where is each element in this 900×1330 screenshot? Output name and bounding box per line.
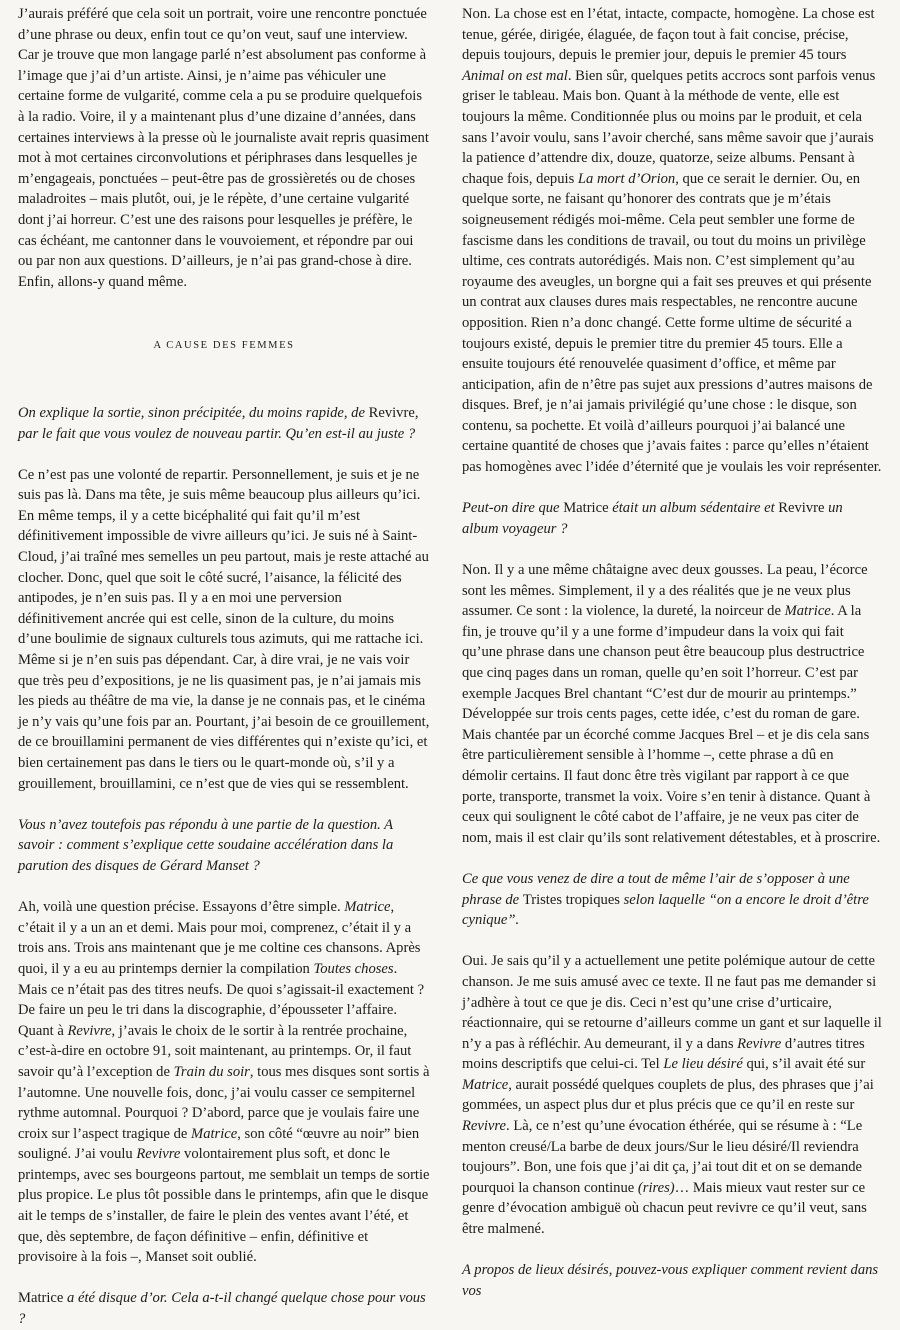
right-column [462, 4, 882, 1322]
intro-paragraph: J’aurais préféré que cela soit un portrait, voire une rencontre ponctuée d’une phrase ou deux, enfin tout ce qu’on veut, sauf une interview. Car je trouve que mon langage parlé n’est absolument pas conforme à l’image que j’ai d’un artiste. Ainsi, je n’aime pas véhiculer une certaine forme de vulgarité, comme cela a pu se produire quelquefois à la radio. Voire, il y a maintenant plus d’une dizaine d’années, dans certaines interviews à la presse où le journaliste avait repris quasiment mot à mot certaines circonvolutions et périphrases dans lesquelles je m’engageais, ponctuées – peut-être pas de grossièretés ou de choses maladroites – mais plutôt, oui, je le répète, d’une certaine vulgarité dont j’ai horreur. C’est une des raisons pour lesquelles je préfère, le cas échéant, me cantonner dans le vouvoiement, et répondre par oui ou par non aux questions. D’ailleurs, je n’ai pas grand-chose à dire. Enfin, allons-y quand même. [18, 6, 429, 290]
question-4: Peut-on dire que Matrice était un album sédentaire et Revivre un album voyageur ? [462, 500, 843, 537]
answer-4: Non. Il y a une même châtaigne avec deux gousses. La peau, l’écorce sont les mêmes. Simplement, il y a des réalités que je ne veux plus assumer. Ce sont : la violence, la dureté, la noirceur de Matrice. A la fin, je trouve qu’il y a une forme d’impudeur dans la voix qui fait qu’une phrase dans une chanson peut être beaucoup plus destructrice que cinq pages dans un roman, quelle qu’en soit l’horreur. C’est par exemple Jacques Brel chantant “C’est dur de mourir au printemps.” Développée sur trois cents pages, cette idée, c’est du roman de gare. Mais chantée par un écorché comme Jacques Brel – et je dis cela sans être particulièrement sensible à l’homme –, cette phrase a dû en démolir certains. Il faut donc être très vigilant par rapport à ce que porte, transporte, transmet la voix. Voire s’en tenir à distance. Quant à ceux qui soulignent le côté cabot de l’affaire, je ne veux pas citer de nom, mais il est clair qu’ils sont relativement détestables, et à proscrire. [462, 562, 881, 846]
answer-5: Oui. Je sais qu’il y a actuellement une petite polémique autour de cette chanson. Je me suis amusé avec ce texte. Il ne faut pas me demander si j’adhère à tout ce que je dis. Ceci n’est qu’une crise d’urticaire, réactionnaire, qui se retourne d’ailleurs comme un gant et sur laquelle il n’y a pas à réfléchir. Au demeurant, il y a dans Revivre d’autres titres moins descriptifs que celui-ci. Tel Le lieu désiré qui, s’il avait été sur Matrice, aurait possédé quelques couplets de plus, des phrases que j’ai gommées, un aspect plus dur et plus précis que ce qu’il en reste sur Revivre. Là, ce n’est qu’une évocation éthérée, qui se résume à : “Le menton creusé/La barbe de deux jours/Sur le lieu désiré/Il reviendra toujours”. Bon, une fois que j’ai dit ça, j’ai tout dit et on se demande pourquoi la chanson continue (rires)… Mais mieux vaut rester sur ce genre d’évocation ambiguë où chacun peut revivre ce qu’il veut, sans être malmené. [462, 953, 882, 1238]
left-column [18, 4, 430, 1330]
question-6: A propos de lieux désirés, pouvez-vous expliquer comment revient dans vos [462, 1262, 879, 1299]
section-title: A CAUSE DES FEMMES [153, 340, 295, 352]
answer-1: Ce n’est pas une volonté de repartir. Personnellement, je suis et je ne suis pas là. Dans ma tête, je suis même beaucoup plus ailleurs qu’ici. En même temps, il y a cette bicéphalité qui fait qu’il m’est définitivement impossible de vivre ailleurs qu’ici. Je suis né à Saint-Cloud, j’ai traîné mes semelles un peu partout, mais je reste attaché au clocher. Donc, quel que soit le côté sucré, l’aisance, la félicité des antipodes, je n’en suis pas. Il y a en moi une perversion définitivement ancrée qui est celle, sinon de la culture, du moins d’une boulimie de signaux culturels tous azimuts, qui me rattache ici. Même si je n’en suis pas dépendant. Car, à dire vrai, je ne vais voir que très peu d’expositions, je ne lis quasiment pas, je n’ai jamais mis les pieds au théâtre de ma vie, la danse je ne connais pas, et le cinéma je n’y vais qu’une fois par an. Pourtant, j’ai besoin de ce grouillement, de ce brouillamini permanent de vies différentes qui n’existe qu’ici, et bien certainement pas dans le tiers ou le quart-monde où, s’il y a grouillement, brouillamini, ce n’est que de vies qui se ressemblent. [18, 466, 430, 792]
question-2: Vous n’avez toutefois pas répondu à une partie de la question. A savoir : comment s’explique cette soudaine accélération dans la parution des disques de Gérard Manset ? [18, 816, 394, 874]
question-5: Ce que vous venez de dire a tout de même l’air de s’opposer à une phrase de Tristes tropiques selon laquelle “on a encore le droit d’être cynique”. [462, 870, 869, 929]
question-3: Matrice a été disque d’or. Cela a-t-il changé quelque chose pour vous ? [18, 1290, 426, 1328]
answer-3: Non. La chose est en l’état, intacte, compacte, homogène. La chose est tenue, gérée, dirigée, élaguée, de façon tout à fait concise, précise, depuis toujours, depuis le premier jour, depuis le premier 45 tours Animal on est mal. Bien sûr, quelques petits accrocs sont parfois venus griser le tableau. Mais bon. Quant à la méthode de vente, elle est toujours la même. Conditionnée plus ou moins par le produit, et cela sans l’avoir voulu, sans l’avoir cherché, sans même savoir que j’aurais la patience d’attendre dix, douze, quatorze, seize albums. Pensant à chaque fois, depuis La mort d’Orion, que ce serait le dernier. Ou, en quelque sorte, ne faisant qu’honorer des contrats que je m’étais soigneusement rédigés moi-même. Cela peut sembler une forme de fascisme dans les conditions de travail, ou tout du moins un privilège ultime, ces contrats autorédigés. Mais non. C’est simplement qu’au royaume des aveugles, un borgne qui a fait ses preuves et qui présente un contrat aux clauses dures mais respectables, ne rencontre aucune opposition. Rien n’a donc changé. Cette forme ultime de sécurité a toujours existé, depuis le premier titre du premier 45 tours. Elle a ensuite toujours été renouvelée quasiment d’office, et même par anticipation, afin de n’être pas sujet aux pressions d’autres maisons de disques. Bref, je n’ai jamais privilégié qu’une chose : le disque, son contenu, sa pochette. Et voilà d’ailleurs pourquoi j’ai balancé une certaine quantité de choses que j’avais faites : parce qu’elles n’étaient pas homogènes avec l’idée d’éternité que je voulais les voir représenter. [462, 6, 882, 476]
answer-2: Ah, voilà une question précise. Essayons d’être simple. Matrice, c’était il y a un an et demi. Mais pour moi, comprenez, c’était il y a trois ans. Trois ans maintenant que je me coltine ces chansons. Après quoi, il y a eu au printemps dernier la compilation Toutes choses. Mais ce n’était pas des titres neufs. De quoi s’agissait-il exactement ? De faire un peu le tri dans la discographie, d’épousseter l’affaire. Quant à Revivre, j’avais le choix de le sortir à la rentrée prochaine, c’est-à-dire en octobre 91, soit maintenant, au printemps. Or, il faut savoir qu’à l’exception de Train du soir, tous mes disques sont sortis à l’automne. Une nouvelle fois, donc, j’ai voulu casser ce sempiternel rythme automnal. Pourquoi ? D’abord, parce que je voulais faire une croix sur l’aspect tragique de Matrice, son côté “œuvre au noir” bien souligné. J’ai voulu Revivre volontairement plus soft, et donc le printemps, avec ses bourgeons partout, me semblait un temps de sortie plus propice. Le plus tôt possible dans le printemps, afin que le disque ait le temps de s’installer, de faire le plein des ventes avant l’été, et que, dès septembre, de façon définitive – enfin, définitive et provisoire à la fois –, Manset soit oublié. [18, 899, 430, 1266]
question-1: On explique la sortie, sinon précipitée, du moins rapide, de Revivre, par le fait que vous voulez de nouveau partir. Qu’en est-il au juste ? [18, 404, 419, 442]
